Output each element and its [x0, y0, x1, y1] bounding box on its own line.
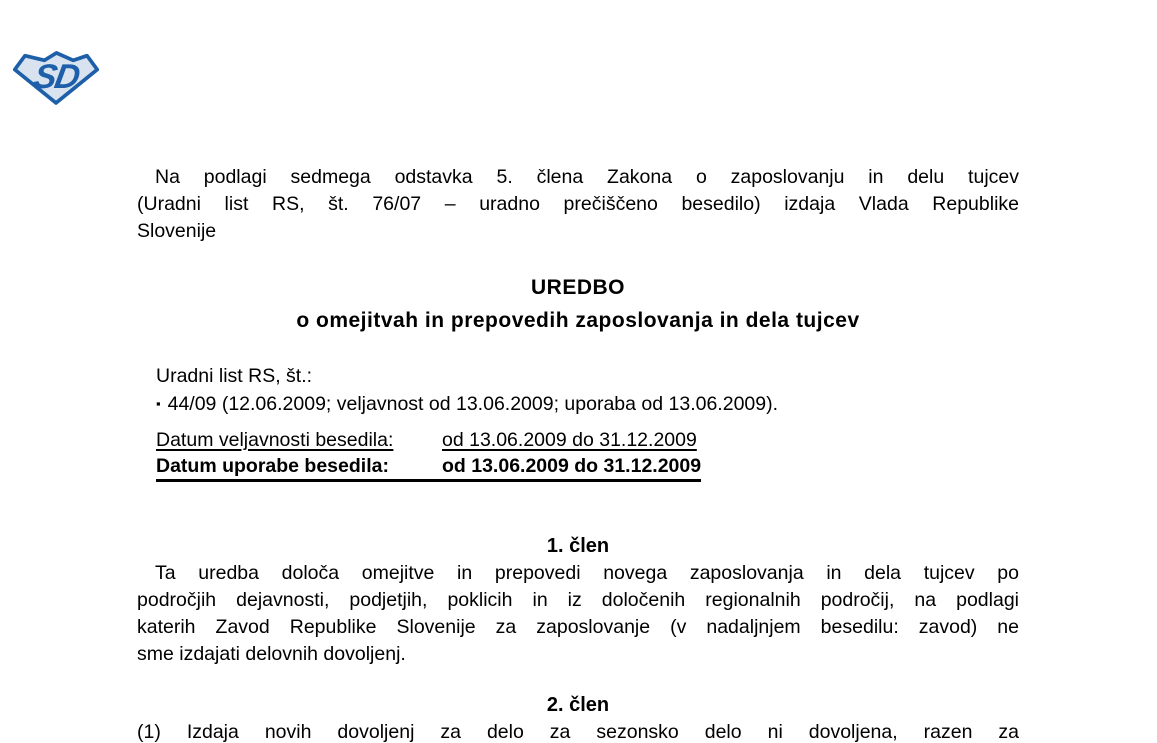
intro-paragraph [137, 164, 1019, 245]
sd-publisher-logo-icon [12, 46, 100, 108]
text-line: (1) Izdaja novih dovoljenj za delo za sezonsko delo ni dovoljena, razen za [137, 721, 1019, 743]
gazette-label: Uradni list RS, št.: [156, 365, 313, 387]
validity-use-label: Datum uporabe besedila: [156, 455, 389, 477]
gazette-entry [156, 390, 1019, 418]
gazette-block [137, 363, 1019, 418]
validity-block [137, 427, 1019, 482]
validity-line-valid [156, 427, 1019, 453]
text-line: Ta uredba določa omejitve in prepovedi novega zaposlovanja in dela tujcev po [155, 562, 1019, 584]
svg-text:SD: SD [30, 58, 82, 97]
article-2-body [137, 719, 1019, 743]
square-bullet-icon: ▪ [156, 396, 161, 411]
validity-use-value: od 13.06.2009 do 31.12.2009 [442, 455, 702, 477]
validity-valid-label: Datum veljavnosti besedila: [156, 429, 394, 451]
gazette-entry-text: 44/09 (12.06.2009; veljavnost od 13.06.2009; uporaba od 13.06.2009). [167, 393, 779, 415]
document-content [137, 164, 1019, 743]
text-line: (Uradni list RS, št. 76/07 – uradno prečiščeno besedilo) izdaja Vlada Republike [137, 193, 1019, 215]
text-line: Na podlagi sedmega odstavka 5. člena Zakona o zaposlovanju in delu tujcev [155, 166, 1019, 188]
title-line-1: UREDBO [530, 276, 625, 299]
article-1-heading: 1. člen [546, 535, 610, 557]
text-line: področjih dejavnosti, podjetjih, poklicih in iz določenih regionalnih področij, na podlagi [137, 589, 1019, 611]
document-title [137, 271, 1019, 337]
text-line: sme izdajati delovnih dovoljenj. [137, 643, 406, 665]
article-2-heading: 2. člen [546, 694, 610, 716]
article-1-body [137, 560, 1019, 668]
title-line-2: o omejitvah in prepovedih zaposlovanja in dela tujcev [296, 309, 860, 332]
validity-valid-value: od 13.06.2009 do 31.12.2009 [442, 429, 697, 451]
validity-line-use [156, 453, 701, 482]
text-line: katerih Zavod Republike Slovenije za zaposlovanje (v nadaljnjem besedilu: zavod) ne [137, 616, 1019, 638]
text-line: Slovenije [137, 220, 217, 242]
